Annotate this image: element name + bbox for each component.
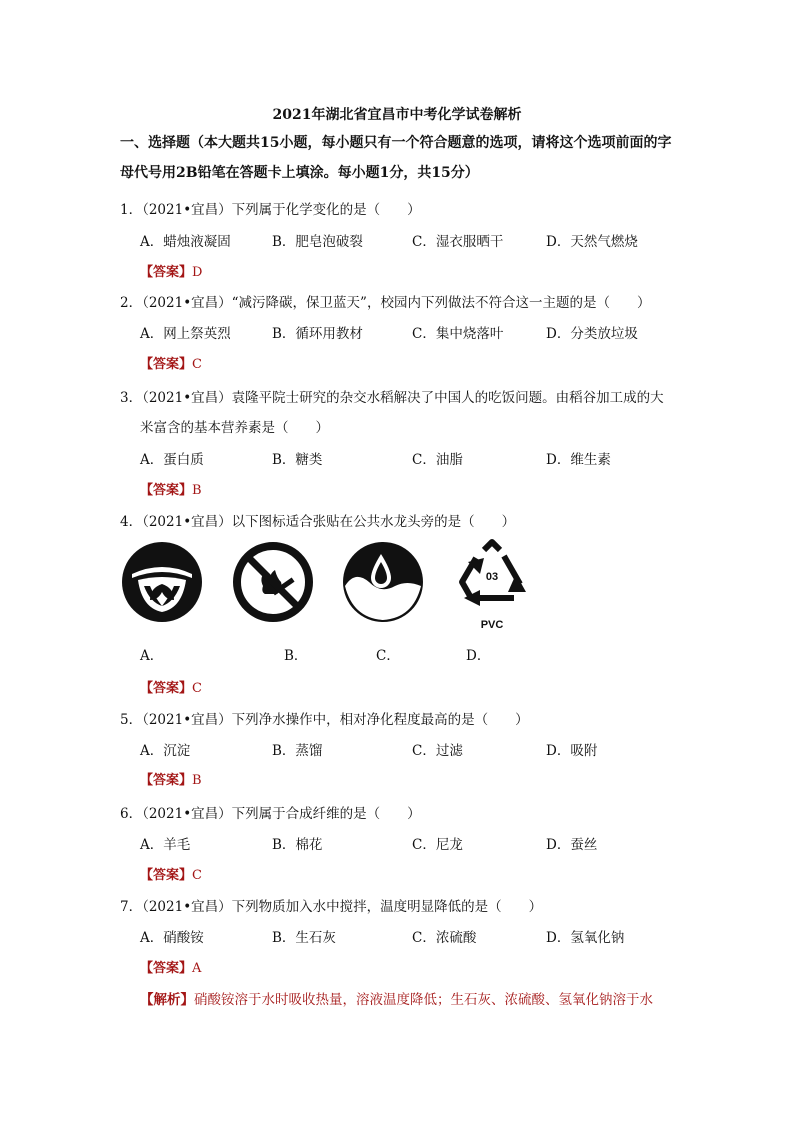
- question-7-answer: [140, 957, 201, 976]
- question-3-option-d: D．维生素: [546, 452, 611, 468]
- answer-value: A: [192, 961, 202, 976]
- no-smoking-sign-icon: [231, 540, 315, 624]
- explanation-text: 硝酸铵溶于水时吸收热量，溶液温度降低；生石灰、浓硫酸、氢氧化钠溶于水: [194, 992, 653, 1008]
- question-1-option-c: C．湿衣服晒干: [412, 234, 504, 250]
- question-5-option-d: D．吸附: [546, 743, 598, 759]
- page-title: 2021年湖北省宜昌市中考化学试卷解析: [272, 107, 522, 123]
- section-heading: [120, 128, 680, 188]
- answer-tag: 【答案】: [140, 681, 193, 696]
- question-2-answer: [140, 353, 202, 372]
- question-7-explanation: [140, 988, 653, 1008]
- question-6-stem: 6．（2021•宜昌）下列属于合成纤维的是（ ）: [120, 806, 421, 822]
- explain-tag: 【解析】: [140, 992, 194, 1008]
- question-5-stem: 5．（2021•宜昌）下列净水操作中，相对净化程度最高的是（ ）: [120, 712, 529, 728]
- water-saving-emblem-icon: [341, 540, 425, 624]
- answer-value: C: [192, 681, 202, 696]
- question-3-option-a: A．蛋白质: [140, 452, 204, 468]
- question-3-answer: [140, 479, 202, 498]
- answer-value: D: [192, 265, 203, 280]
- answer-tag: 【答案】: [140, 773, 193, 788]
- question-7-option-d: D．氢氧化钠: [546, 930, 625, 946]
- answer-tag: 【答案】: [140, 483, 193, 498]
- question-6-option-d: D．蚕丝: [546, 837, 598, 853]
- answer-value: C: [192, 357, 202, 372]
- question-7-stem: 7．（2021•宜昌）下列物质加入水中搅拌，温度明显降低的是（ ）: [120, 899, 543, 915]
- answer-value: B: [192, 483, 202, 498]
- section-heading-line1: 一、选择题（本大题共15小题，每小题只有一个符合题意的选项，请将这个选项前面的字: [120, 135, 672, 151]
- answer-tag: 【答案】: [140, 868, 193, 883]
- pvc-label: PVC: [480, 619, 504, 631]
- question-1-option-a: A．蜡烛液凝固: [140, 234, 231, 250]
- question-6-option-a: A．羊毛: [140, 837, 191, 853]
- question-7-option-a: A．硝酸铵: [140, 930, 204, 946]
- question-5-answer: [140, 769, 202, 788]
- question-5-option-c: C．过滤: [412, 743, 463, 759]
- question-5-option-b: B．蒸馏: [272, 743, 323, 759]
- question-6-option-b: B．棉花: [272, 837, 323, 853]
- pvc-number: 03: [485, 571, 499, 583]
- question-1-option-d: D．天然气燃烧: [546, 234, 638, 250]
- question-4-stem: 4．（2021•宜昌）以下图标适合张贴在公共水龙头旁的是（ ）: [120, 514, 516, 530]
- question-3-option-c: C．油脂: [412, 452, 463, 468]
- question-3-option-b: B．糖类: [272, 452, 323, 468]
- question-3-stem-line2: 米富含的基本营养素是（ ）: [140, 420, 329, 436]
- answer-tag: 【答案】: [140, 357, 193, 372]
- question-1-answer: [140, 261, 202, 280]
- question-6-answer: [140, 864, 202, 883]
- question-3-stem-line1: 3．（2021•宜昌）袁隆平院士研究的杂交水稻解决了中国人的吃饭问题。由稻谷加工成的大: [120, 390, 664, 406]
- question-4-option-d: D．: [466, 648, 491, 664]
- question-2-option-d: D．分类放垃圾: [546, 326, 638, 342]
- question-1-stem: 1．（2021•宜昌）下列属于化学变化的是（ ）: [120, 202, 421, 218]
- section-heading-line2: 母代号用2B铅笔在答题卡上填涂。每小题1分，共15分）: [120, 165, 479, 181]
- green-food-emblem-icon: [120, 540, 204, 624]
- question-1-option-b: B．肥皂泡破裂: [272, 234, 363, 250]
- question-7-option-c: C．浓硫酸: [412, 930, 477, 946]
- answer-value: B: [192, 773, 202, 788]
- answer-value: C: [192, 868, 202, 883]
- question-2-option-a: A．网上祭英烈: [140, 326, 231, 342]
- question-2-option-b: B．循环用教材: [272, 326, 363, 342]
- question-2-option-c: C．集中烧落叶: [412, 326, 504, 342]
- pvc-recycling-icon: [450, 536, 534, 632]
- question-4-answer: [140, 677, 202, 696]
- question-2-stem: 2．（2021•宜昌）“减污降碳，保卫蓝天”，校园内下列做法不符合这一主题的是（ ）: [120, 295, 651, 311]
- answer-tag: 【答案】: [140, 265, 193, 280]
- question-4-option-c: C．: [376, 648, 400, 664]
- question-4-option-a: A．: [140, 648, 164, 664]
- question-4-option-b: B．: [284, 648, 308, 664]
- answer-tag: 【答案】: [140, 961, 193, 976]
- question-5-option-a: A．沉淀: [140, 743, 191, 759]
- question-7-option-b: B．生石灰: [272, 930, 336, 946]
- question-6-option-c: C．尼龙: [412, 837, 463, 853]
